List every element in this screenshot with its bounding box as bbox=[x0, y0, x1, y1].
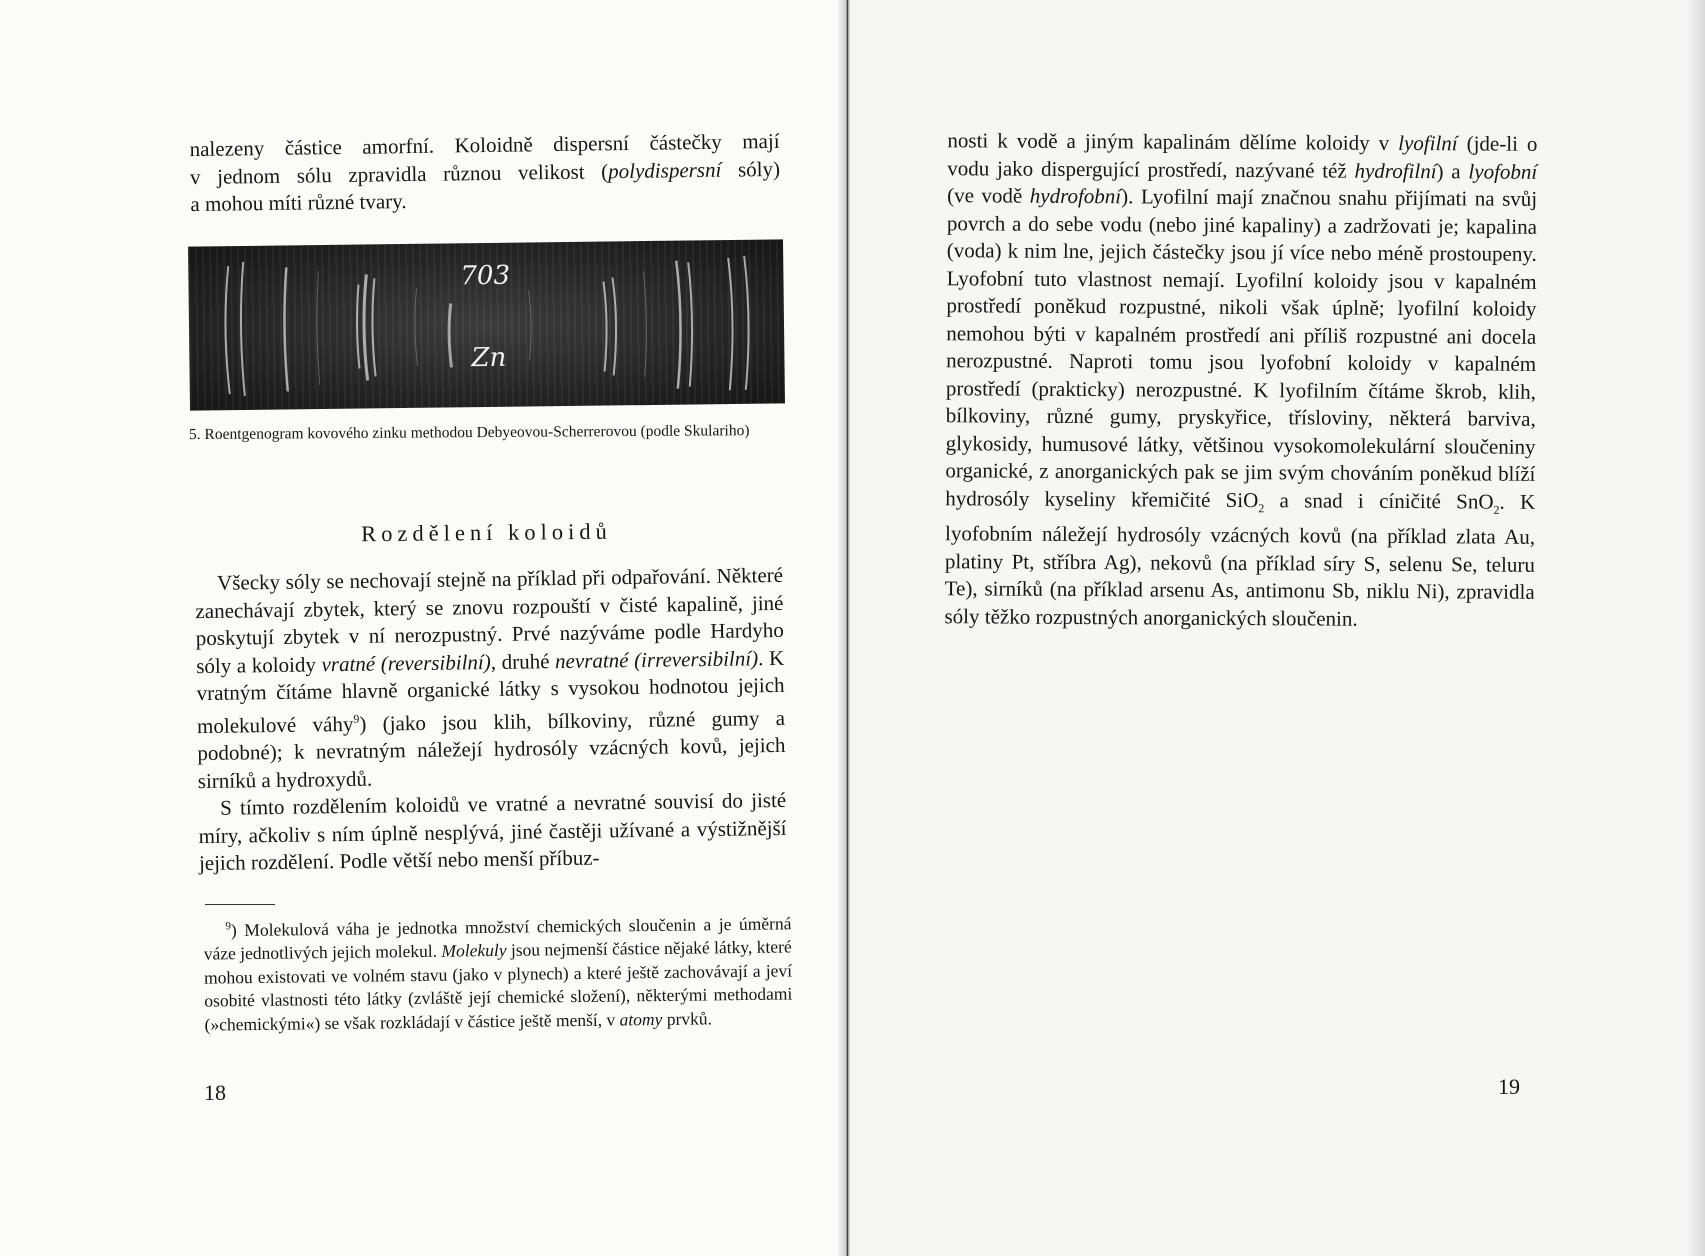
paragraph-lyofilni-lyofobni: nosti k vodě a jiným kapalinám dělíme koloidy v lyofilní (jde-li o vodu jako dispergující prostředí, nazývané též hydrofilní) a lyofobní (ve vodě hydrofobní). Lyofilní mají značnou snahu přijímati na svůj povrch a do sebe vodu (nebo jiné kapaliny) a zadržovati je; kapalina (voda) k nim lne, jejich částečky jsou jí více nebo méně prostoupeny. Lyofobní tuto vlastnost nemají. Lyofilní koloidy jsou v kapalném prostředí poněkud rozpustné, nikoli však úplně; lyofilní koloidy nemohou býti v kapalném prostředí ani příliš rozpustné ani docela nerozpustné. Naproti tomu jsou lyofobní koloidy v kapalném prostředí (prakticky) nerozpustné. K lyofilním čítáme škrob, klih, bílkoviny, různé gumy, pryskyřice, třísloviny, některá barviva, glykosidy, humusové látky, většinou vysokomolekulární sloučeniny organické, z anorganických pak se jim svým chováním poněkud blíží hydrosóly kyseliny křemičité SiO$_2$ a snad i cíničité SnO$_2$. K lyofobním náležejí hydrosóly vzácných kovů (na příklad zlata Au, platiny Pt, stříbra Ag), nekovů (na příklad síry S, selenu Se, teluru Te), sirníků (na příklad arsenu As, antimonu Sb, niklu Ni), zpravidla sóly těžko rozpustných anorganických sloučenin. bbox=[944, 128, 1538, 631]
figure-caption: 5. Roentgenogram kovového zinku methodou Debyeovou-Scherrerovou (podle Skulariho) bbox=[188, 422, 750, 444]
page-number-left: 18 bbox=[204, 1080, 226, 1105]
term-nevratne: nevratné (irreversibilní) bbox=[554, 645, 759, 673]
right-page bbox=[850, 0, 1705, 1256]
intro-line-3: a mohou míti různé tvary. bbox=[190, 189, 407, 217]
intro-paragraph bbox=[189, 128, 780, 219]
left-page bbox=[0, 0, 848, 1256]
paragraph-rozdeleni: S tímto rozdělením koloidů ve vratné a nevratné souvisí do jisté míry, ačkoliv s ním úplně nesplývá, jiné častěji užívané a výstižnější jejich rozdělení. Podle větší nebo menší příbuz- bbox=[198, 787, 787, 876]
term-hydrofilni: hydrofilní bbox=[1354, 158, 1437, 183]
footnote-ref-9: 9 bbox=[353, 711, 360, 726]
page-number-right: 19 bbox=[1498, 1074, 1520, 1099]
paragraph-vratne-nevratne: Všecky sóly se nechovají stejně na příklad při odpařování. Některé zanechávají zbytek, který se znovu rozpouští v čisté kapalině, jiné poskytují zbytek v ní nerozpustný. Prvé nazýváme podle Hardyho sóly a koloidy vratné (reversibilní), druhé nevratné (irreversibilní). K vratným čítáme hlavně organické látky s vysokou hodnotou jejich molekulové váhy$^9$) (jako jsou klih, bílkoviny, různé gumy a podobné); k nevratným náležejí hydrosóly vzácných kovů, jejich sirníků a hydroxydů. bbox=[195, 562, 786, 793]
intro-line-2: v jednom sólu zpravidla různou velikost (polydispersní sóly) bbox=[189, 156, 781, 189]
footnote-mark: 9 bbox=[225, 920, 231, 933]
subscript-sio2: 2 bbox=[1258, 500, 1265, 515]
footnote-9: $^9$) Molekulová váha je jednotka množství chemických sloučenin a je úměrná váze jednotlivých jejich molekul. Molekuly jsou nejmenší částice nějaké látky, které mohou existovati ve volném stavu (jako v plynech) a které ještě zachovávají a jeví osobité vlastnosti této látky (zvláště její chemické složení), některými methodami (»chemickými«) se však rozkládají v částice ještě menší, v atomy prvků. bbox=[203, 913, 793, 1035]
term-atomy: atomy bbox=[619, 1008, 663, 1030]
term-vratne: vratné (reversibilní) bbox=[321, 649, 491, 676]
section-heading: Rozdělení koloidů bbox=[361, 518, 612, 547]
subscript-sno2: 2 bbox=[1493, 502, 1500, 517]
term-lyofilni: lyofilní bbox=[1398, 130, 1458, 156]
body-text-right bbox=[944, 127, 1537, 634]
footnote-divider bbox=[205, 904, 275, 905]
intro-line-1: nalezeny částice amorfní. Koloidně dispersní částečky mají bbox=[189, 128, 780, 162]
figure-label-703: 703 bbox=[460, 260, 511, 292]
body-text-left bbox=[195, 562, 787, 878]
page-edge bbox=[1688, 0, 1705, 1256]
term-hydrofobni: hydrofobní bbox=[1029, 183, 1122, 209]
figure-label-zn: Zn bbox=[471, 342, 507, 374]
roentgenogram-image bbox=[188, 239, 785, 410]
term-polydispersni: polydispersní bbox=[608, 157, 722, 183]
term-molekuly: Molekuly bbox=[441, 940, 507, 962]
term-lyofobni: lyofobní bbox=[1468, 158, 1538, 184]
